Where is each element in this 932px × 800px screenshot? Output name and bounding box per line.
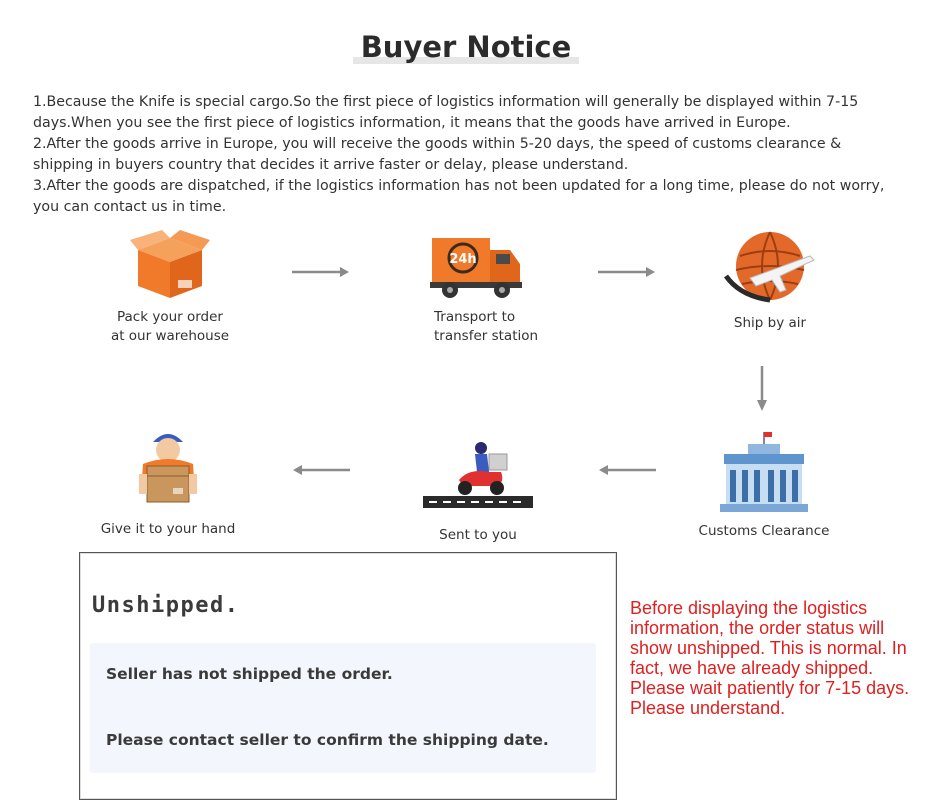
status-card xyxy=(79,552,617,800)
courier-with-box-icon xyxy=(133,424,203,514)
notice-text xyxy=(33,92,903,218)
arrow-down-icon xyxy=(756,366,768,412)
notice-item-1: 1.Because the Knife is special cargo.So the first piece of logistics information will generally be displayed within 7-15 days.When you see the first piece of logistics information, it means that the goods have arrived in Europe. xyxy=(33,94,859,131)
step-transport-line1: Transport to xyxy=(434,309,516,325)
customs-building-icon xyxy=(718,430,810,514)
step-air xyxy=(700,226,840,333)
status-title: Unshipped. xyxy=(92,593,240,618)
globe-airplane-icon xyxy=(720,226,820,304)
page-title: Buyer Notice xyxy=(353,30,580,64)
arrow-left-icon xyxy=(292,464,350,476)
step-sent-line1: Sent to you xyxy=(439,527,517,543)
step-pack-line1: Pack your order xyxy=(117,309,223,325)
arrow-right-icon xyxy=(292,266,350,278)
title-wrap xyxy=(0,30,932,64)
delivery-scooter-icon xyxy=(419,440,537,510)
step-transport xyxy=(412,232,552,346)
status-line-2: Please contact seller to confirm the shipping date. xyxy=(106,731,549,749)
notice-item-3: 3.After the goods are dispatched, if the logistics information has not been updated for a long time, please do not worry, you can contact us in time. xyxy=(33,178,885,215)
status-line-1: Seller has not shipped the order. xyxy=(106,665,393,683)
arrow-right-icon xyxy=(598,266,656,278)
truck-badge: 24h xyxy=(449,252,477,267)
status-box xyxy=(90,643,596,773)
step-pack-line2: at our warehouse xyxy=(110,328,230,344)
notice-item-2: 2.After the goods arrive in Europe, you will receive the goods within 5-20 days, the speed of customs clearance & shipping in buyers country that decides it arrive faster or delay, please understand. xyxy=(33,136,842,173)
shipping-note: Before displaying the logistics information, the order status will show unshipped. This is normal. In fact, we have already shipped. Please wait patiently for 7-15 days. Please understand. xyxy=(630,598,910,718)
step-pack xyxy=(95,228,245,346)
package-box-icon xyxy=(128,228,212,300)
arrow-left-icon xyxy=(598,464,656,476)
step-hand xyxy=(88,424,248,539)
step-air-line1: Ship by air xyxy=(733,315,807,331)
truck-24h-icon xyxy=(430,232,524,300)
step-hand-line1: Give it to your hand xyxy=(100,521,236,537)
step-customs xyxy=(690,430,838,541)
step-customs-line1: Customs Clearance xyxy=(698,523,830,539)
step-transport-line2: transfer station xyxy=(434,328,539,344)
step-sent xyxy=(410,440,546,545)
